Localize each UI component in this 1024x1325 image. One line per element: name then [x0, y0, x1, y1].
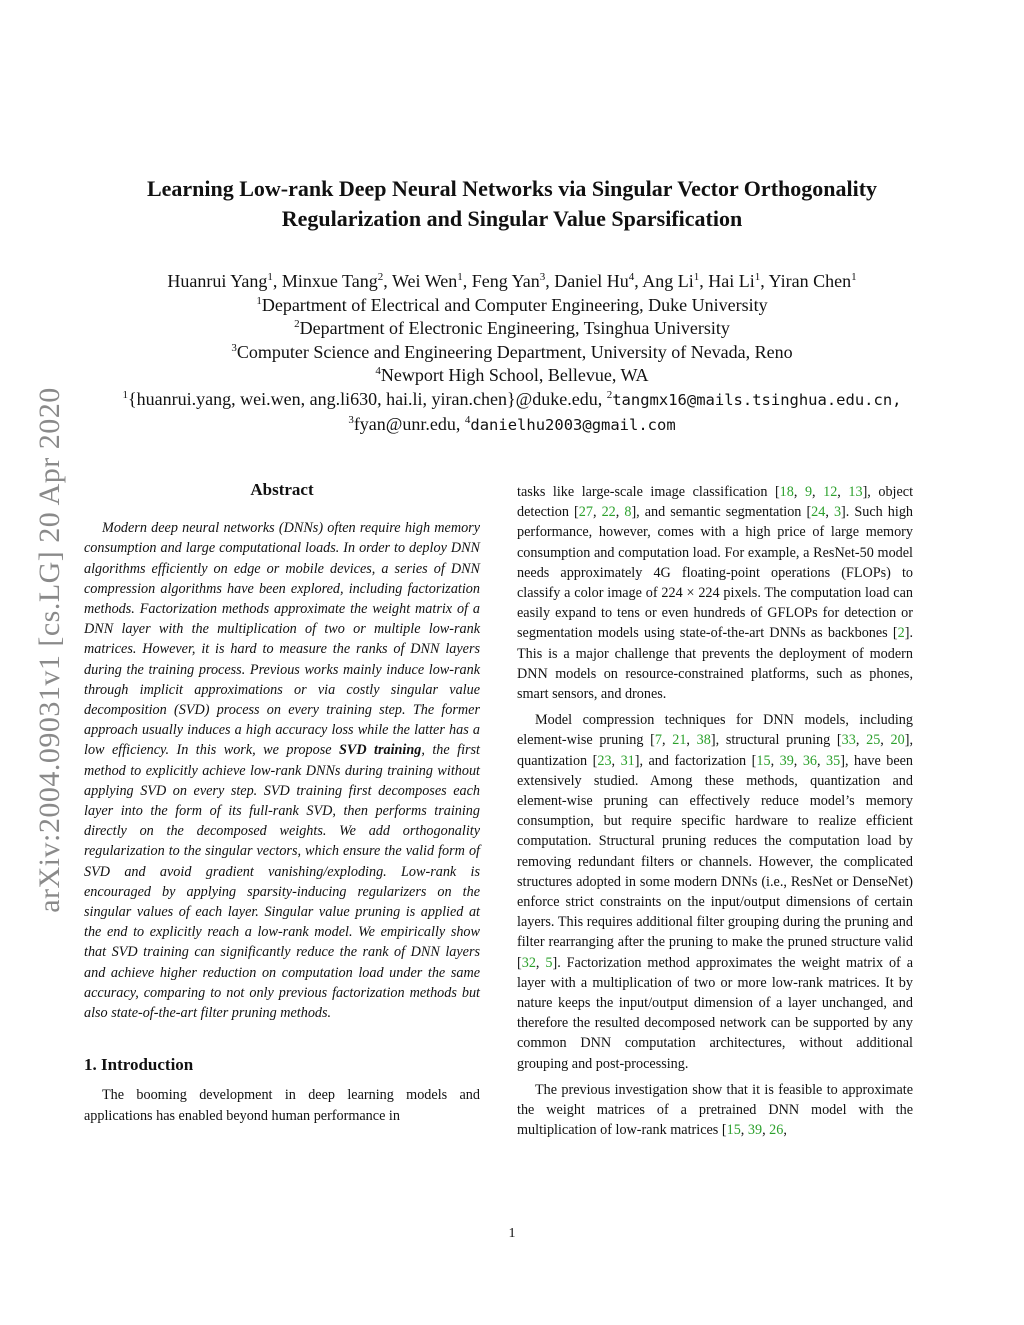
citation-link[interactable]: 5: [545, 954, 553, 971]
separator: ,: [855, 732, 867, 749]
right-column: [517, 482, 913, 1147]
affiliation-text: Computer Science and Engineering Department, University of Nevada, Reno: [236, 341, 793, 362]
author-affiliation-mark: 1: [267, 271, 273, 283]
abstract-part: , the first method to explicitly achieve low-rank DNNs during training without applying SVD on every step. SVD training first decomposes each layer into the form of its full-rank SVD, then performs training directly on the decomposed weights. We add orthogonality regularization to the singular vectors, which ensure the valid form of SVD and avoid gradient vanishing/exploding. Low-rank is encouraged by applying sparsity-inducing regularizers on the singular values of each layer. Singular value pruning is applied at the end to explicitly reach a low-rank model. We empirically show that SVD training can significantly reduce the rank of DNN layers and achieve higher reduction on computation load under the same accuracy, comparing to not only previous factorization methods but also state-of-the-art filter pruning methods.: [84, 742, 480, 1022]
paragraph-text: ], have been extensively studied. Among these methods, quantization and element-wise pruning can effectively reduce model’s memory consumption, but require specific hardware to realize efficient computation. Structural pruning reduces the computation load by removing redundant filters or channels. However, the complicated structures adopted in some modern DNNs (i.e., ResNet or DenseNet) enforce strict constraints on the input/output dimensions of certain layers. This requires additional filter grouping during the pruning and filter rearranging after the pruning to make the pruned structure valid [: [517, 752, 914, 971]
abstract-heading: Abstract: [250, 480, 314, 499]
separator: ,: [686, 732, 697, 749]
paragraph-text: ,: [783, 1122, 787, 1139]
citation-link[interactable]: 32: [521, 954, 536, 971]
separator: ,: [817, 752, 827, 769]
email-affiliation-mark: 2: [606, 388, 613, 401]
affiliation-line: [60, 317, 964, 341]
separator: ,: [793, 752, 803, 769]
author-affiliation-mark: 4: [628, 271, 635, 283]
affiliation-text: Department of Electronic Engineering, Tsinghua University: [299, 318, 730, 339]
citation-link[interactable]: 39: [779, 752, 794, 769]
section-heading-introduction: 1. Introduction: [84, 1055, 194, 1075]
paragraph-text: ]. Such high performance, however, comes with a high price of large memory consumption and computation load. For example, a ResNet-50 model needs approximately 4G floating-point operations (FLOPs) to classify a color image of 224 × 224 pixels. The computation load can easily expand to tens or even hundreds of GFLOPs for detection or segmentation models using state-of-the-art DNNs as backbones [: [517, 504, 914, 642]
email-text: danielhu2003@gmail.com: [470, 415, 676, 434]
author-affiliation-mark: 1: [754, 271, 761, 283]
citation-link[interactable]: 25: [866, 732, 881, 749]
paragraph-text: ]. This is a major challenge that prevents the deployment of modern DNN models on resource-constrained platforms, such as phones, smart sensors, and drones.: [517, 625, 913, 703]
page-number: 1: [508, 1226, 516, 1241]
affiliation-number: 1: [256, 294, 262, 307]
affiliation-line: [60, 364, 964, 388]
citation-link[interactable]: 23: [597, 752, 612, 769]
citation-link[interactable]: 35: [826, 752, 841, 769]
email-affiliation-mark: 4: [464, 413, 471, 426]
email-line: [60, 413, 964, 438]
author-affiliation-mark: 3: [539, 271, 546, 283]
paragraph-text: Model compression techniques for DNN models, including element-wise pruning [: [517, 712, 913, 749]
citation-link[interactable]: 22: [601, 504, 616, 521]
separator: ,: [793, 484, 805, 500]
citation-link[interactable]: 15: [756, 752, 771, 769]
paragraph-text: ], object detection [: [517, 484, 914, 521]
author-affiliation-mark: 1: [851, 271, 857, 283]
affiliation-text: Newport High School, Bellevue, WA: [380, 365, 649, 386]
citation-link[interactable]: 13: [848, 484, 863, 500]
citation-link[interactable]: 20: [890, 732, 905, 749]
author-name: Yiran Chen: [768, 271, 852, 291]
citation-link[interactable]: 36: [802, 752, 817, 769]
affiliation-number: 3: [231, 341, 237, 354]
author-affiliation-mark: 2: [377, 271, 384, 283]
author-affiliation-mark: 1: [693, 271, 700, 283]
citation-link[interactable]: 12: [823, 484, 838, 500]
paragraph-text: ]. Factorization method approximates the weight matrix of a layer with a multiplication of two or more low-rank matrices. It by nature keeps the input/output dimension of a layer unchanged, and therefore the resulted decomposed network can be supported by any common DNN computation architectures, without additional grouping and post-processing.: [517, 954, 913, 1072]
separator: ,: [535, 954, 546, 971]
separator: ,: [825, 504, 834, 521]
separator: ,: [880, 732, 891, 749]
email-line: [60, 388, 964, 413]
affiliation-text: Department of Electrical and Computer Engineering, Duke University: [261, 294, 768, 315]
paragraph-text: The previous investigation show that it is feasible to approximate the weight matrices of a pretrained DNN model with the multiplication of low-rank matrices [: [517, 1081, 913, 1139]
title-line-2: Regularization and Singular Value Sparsification: [281, 206, 743, 231]
citation-link[interactable]: 31: [620, 752, 635, 769]
paragraph-text: tasks like large-scale image classification [: [517, 484, 780, 500]
separator: ,: [812, 484, 824, 500]
citation-link[interactable]: 7: [654, 732, 662, 749]
citation-link[interactable]: 3: [833, 504, 842, 521]
citation-link[interactable]: 21: [672, 732, 687, 749]
email-affiliation-mark: 1: [122, 388, 128, 401]
citation-link[interactable]: 2: [897, 625, 905, 642]
citation-link[interactable]: 27: [578, 504, 593, 521]
author-name: Hai Li: [708, 271, 755, 291]
citation-link[interactable]: 38: [696, 732, 711, 749]
separator: ,: [661, 732, 673, 749]
citation-link[interactable]: 18: [779, 484, 794, 500]
intro-paragraph: [517, 1080, 913, 1141]
abstract-text: [84, 518, 480, 1023]
author-block: [60, 270, 964, 437]
citation-link[interactable]: 33: [841, 732, 856, 749]
separator: ,: [740, 1122, 748, 1139]
author-affiliation-mark: 1: [457, 271, 463, 283]
separator: ,: [837, 484, 849, 500]
citation-link[interactable]: 26: [769, 1122, 784, 1139]
author-list: Huanrui Yang$^1$, Minxue Tang$^2$, Wei Wen$^1$, Feng Yan$^3$, Daniel Hu$^4$, Ang Li$^1$, Hai Li$^1$, Yiran Chen$^1$: [167, 271, 857, 291]
email-text: tangmx16@mails.tsinghua.edu.cn,: [612, 390, 902, 409]
author-name: Ang Li: [642, 271, 694, 291]
separator: ,: [770, 752, 780, 769]
title-line-1: Learning Low-rank Deep Neural Networks via Singular Vector Orthogonality: [146, 176, 878, 201]
paragraph-text: ], and semantic segmentation [: [631, 504, 812, 521]
author-name: Feng Yan: [471, 271, 540, 291]
separator: ,: [762, 1122, 770, 1139]
separator: ,: [592, 504, 602, 521]
affiliation-line: [60, 294, 964, 318]
arxiv-stamp-text: arXiv:2004.09031v1 [cs.LG] 20 Apr 2020: [33, 387, 66, 913]
separator: ,: [611, 752, 621, 769]
email-text: {huanrui.yang, wei.wen, ang.li630, hai.li, yiran.chen}@duke.edu,: [127, 388, 607, 409]
abstract-emphasis: SVD training: [338, 742, 422, 759]
affiliation-line: [60, 341, 964, 365]
affiliation-number: 4: [375, 365, 381, 378]
email-text: fyan@unr.edu,: [353, 413, 465, 434]
author-name: Daniel Hu: [554, 271, 629, 291]
author-name: Wei Wen: [391, 271, 458, 291]
email-affiliation-mark: 3: [348, 413, 354, 426]
affiliation-number: 2: [294, 318, 300, 331]
paragraph-text: ], quantization [: [517, 732, 914, 769]
author-name: Minxue Tang: [281, 271, 378, 291]
citation-link[interactable]: 15: [726, 1122, 741, 1139]
intro-paragraph: [517, 482, 913, 704]
intro-paragraph: The booming development in deep learning models and applications has enabled beyond human performance in: [84, 1087, 480, 1124]
author-name: Huanrui Yang: [167, 271, 268, 291]
citation-link[interactable]: 24: [811, 504, 826, 521]
citation-link[interactable]: 39: [747, 1122, 763, 1139]
paper-title: [60, 174, 964, 234]
citation-link[interactable]: 8: [624, 504, 632, 521]
left-column: [84, 480, 480, 1132]
citation-link[interactable]: 9: [804, 484, 813, 500]
paragraph-text: ], and factorization [: [634, 752, 757, 769]
intro-paragraph: [517, 710, 913, 1074]
separator: ,: [615, 504, 625, 521]
abstract-part: Modern deep neural networks (DNNs) often require high memory consumption and large computational loads. In order to deploy DNN algorithms efficiently on edge or mobile devices, a series of DNN compression algorithms have been explored, including factorization methods. Factorization methods approximate the weight matrix of a DNN layer with the multiplication of two or multiple low-rank matrices. However, it is hard to measure the ranks of DNN layers during the training process. Previous works mainly induce low-rank through implicit approximations or via costly singular value decomposition (SVD) process on every training step. The former approach usually induces a high accuracy loss while the latter has a low efficiency. In this work, we propose: [84, 520, 480, 759]
paragraph-text: ], structural pruning [: [710, 732, 842, 749]
